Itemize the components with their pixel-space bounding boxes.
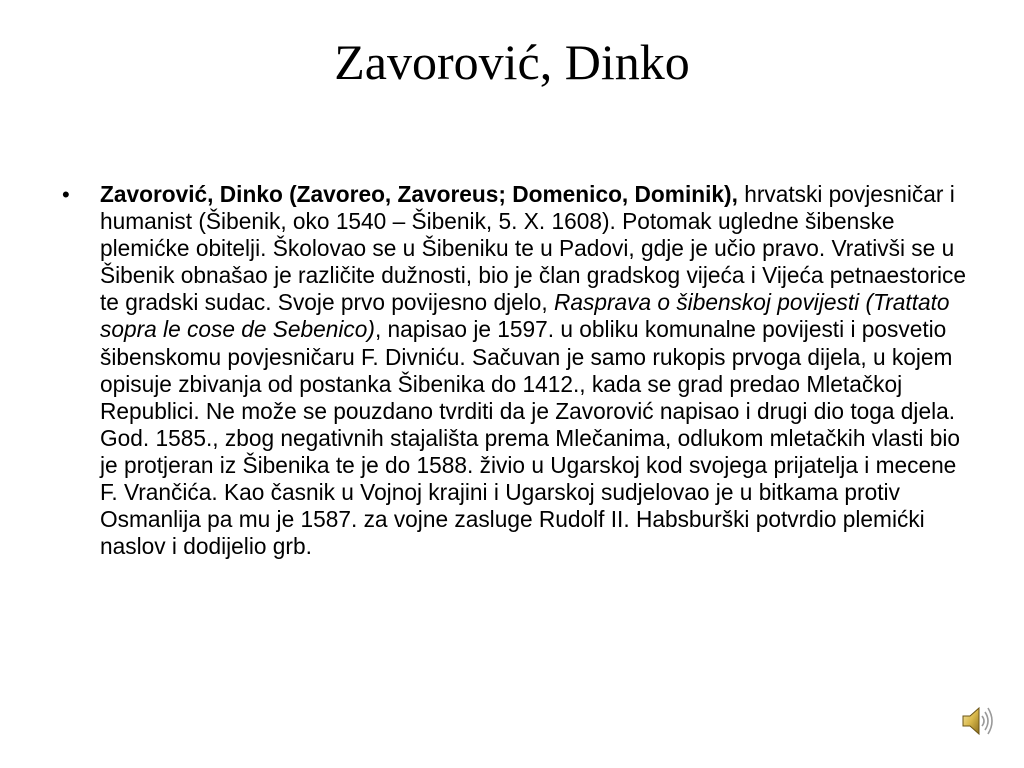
body-text-1: hrvatski povjesničar i humanist (Šibenik, oko 1540 – Šibenik, 5. X. 1608). Potomak ugledne šibenske plemićke obitelji. Školovao se u Šibeniku te u Padovi, gdje je učio pravo. Vrativši se u Šibenik obnašao je različite dužnosti, bio je član gradskog vijeća i Vijeća petnaestorice te gradski sudac. Svoje prvo povijesno djelo, bbox=[100, 181, 966, 316]
lead-bold-text: Zavorović, Dinko (Zavoreo, Zavoreus; Domenico, Dominik), bbox=[100, 181, 738, 207]
speaker-icon[interactable] bbox=[960, 703, 996, 739]
bullet-marker: • bbox=[62, 182, 70, 207]
body-text-2: , napisao je 1597. u obliku komunalne povijesti i posvetio šibenskomu povjesničaru F. Divniću. Sačuvan je samo rukopis prvoga dijela, u kojem opisuje zbivanja od postanka Šibenika do 1412., kada se grad predao Mletačkoj Republici. Ne može se pouzdano tvrditi da je Zavorović napisao i drugi dio toga djela. God. 1585., zbog negativnih stajališta prema Mlečanima, odlukom mletačkih vlasti bio je protjeran iz Šibenika te je do 1588. živio u Ugarskoj kod svojega prijatelja i mecene F. Vrančića. Kao časnik u Vojnoj krajini i Ugarskoj sudjelovao je u bitkama protiv Osmanlija pa mu je 1587. za vojne zasluge Rudolf II. Habsburški potvrdio plemićki naslov i dodijelio grb. bbox=[100, 316, 961, 560]
slide-body bbox=[62, 181, 972, 560]
bullet-paragraph bbox=[100, 181, 972, 560]
work-title-italic: Rasprava o šibenskoj povijesti (Trattato sopra le cose de Sebenico) bbox=[100, 289, 950, 343]
slide-title: Zavorović, Dinko bbox=[334, 34, 690, 90]
